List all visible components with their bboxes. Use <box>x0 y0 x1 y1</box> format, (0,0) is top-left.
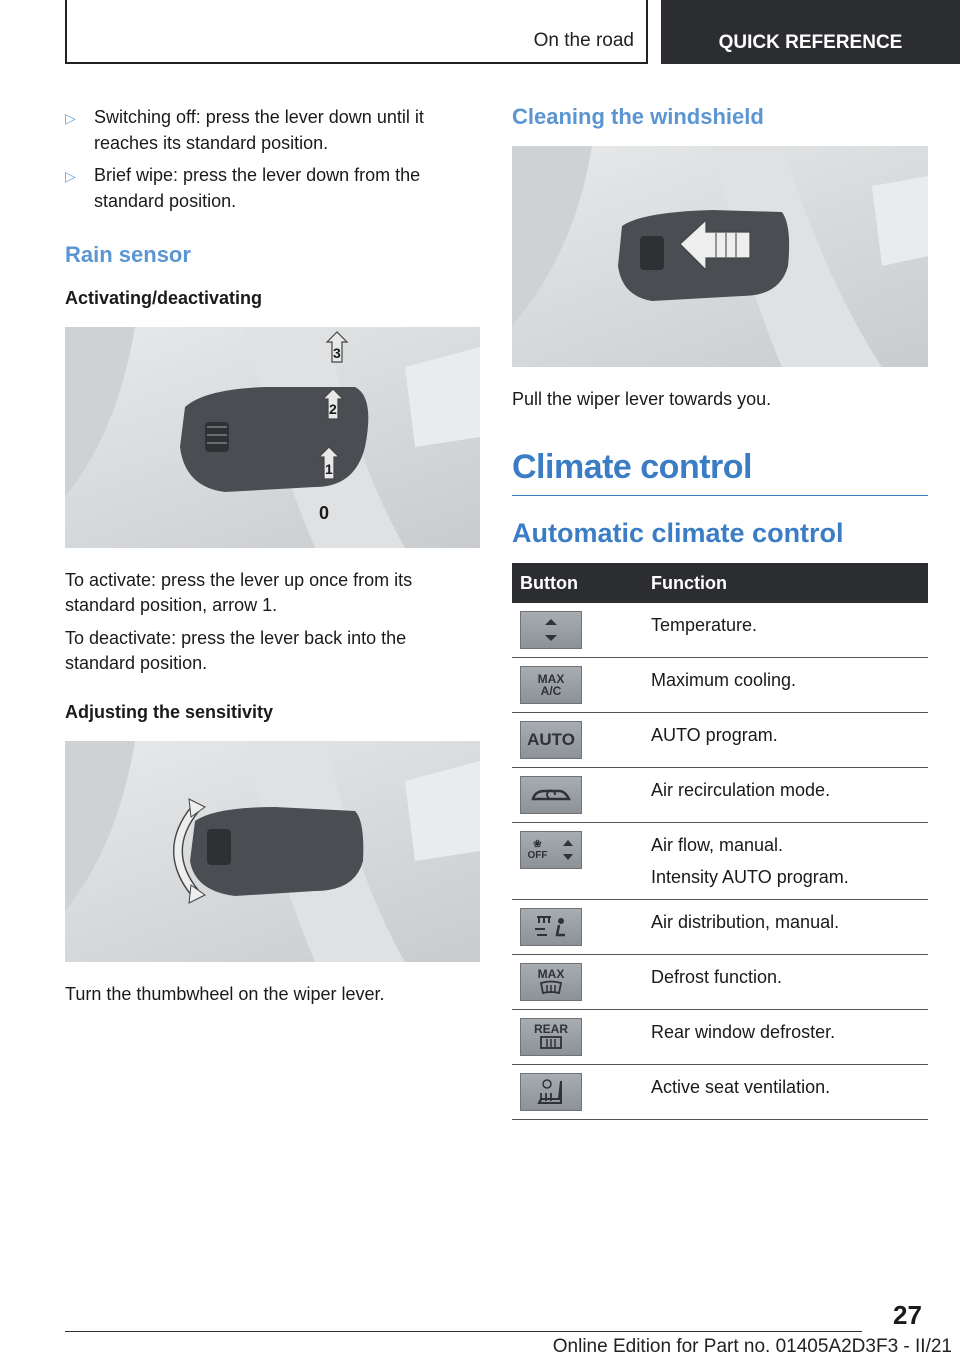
table-row <box>512 1065 928 1120</box>
header-tab-label: QUICK REFERENCE <box>718 32 903 53</box>
figure-label-2: 2 <box>329 401 337 417</box>
wiper-lever-figure-activate <box>65 327 480 548</box>
climate-control-heading: Climate control <box>512 448 928 496</box>
pull-lever-illustration <box>512 146 928 367</box>
rain-sensor-heading: Rain sensor <box>65 242 191 267</box>
cleaning-heading: Cleaning the windshield <box>512 104 764 129</box>
table-row <box>512 713 928 768</box>
icon-text: REAR <box>533 1022 568 1036</box>
header-section-title: On the road <box>533 30 634 51</box>
automatic-climate-heading: Automatic climate control <box>512 518 844 548</box>
icon-text: MAX <box>537 967 565 981</box>
temperature-arrows-icon <box>520 611 582 649</box>
thumbwheel-text: Turn the thumbwheel on the wiper lever. <box>65 984 385 1004</box>
activating-heading: Activating/deactivating <box>65 288 263 308</box>
figure-label-0: 0 <box>319 503 330 523</box>
icon-text: OFF <box>527 850 548 861</box>
deactivate-text: To deactivate: press the lever back into the standard position. <box>65 628 407 673</box>
bullet-item <box>65 162 480 214</box>
seat-ventilation-icon <box>520 1073 582 1111</box>
function-text: AUTO program. <box>651 725 778 745</box>
function-text: Temperature. <box>651 615 758 635</box>
table-header-button: Button <box>512 563 643 603</box>
pull-text: Pull the wiper lever towards you. <box>512 389 772 409</box>
auto-icon <box>520 721 582 759</box>
wiper-lever-figure-pull <box>512 146 928 367</box>
function-text: Defrost function. <box>651 967 783 987</box>
wiper-lever-illustration <box>65 327 480 548</box>
footer-divider <box>65 1331 862 1332</box>
triangle-bullet-icon: ▷ <box>65 168 76 184</box>
figure-label-3: 3 <box>333 345 341 361</box>
table-row <box>512 823 928 900</box>
figure-label-1: 1 <box>325 461 333 477</box>
max-defrost-icon <box>520 963 582 1001</box>
footer-edition: Online Edition for Part no. 01405A2D3F3 - II/21 <box>552 1336 952 1357</box>
icon-text: AUTO <box>527 730 575 749</box>
thumbwheel-illustration <box>65 741 480 962</box>
sensitivity-heading: Adjusting the sensitivity <box>65 702 274 722</box>
table-row <box>512 603 928 658</box>
header-frame <box>65 0 648 64</box>
bullet-text: Switching off: press the lever down until it reaches its standard position. <box>94 107 424 153</box>
bullet-item <box>65 104 480 156</box>
table-row <box>512 768 928 823</box>
max-ac-icon <box>520 666 582 704</box>
left-column <box>65 100 480 1015</box>
icon-text: A/C <box>540 684 562 698</box>
function-text: Rear window defroster. <box>651 1022 836 1042</box>
fan-off-icon: ❀ OFF <box>520 831 582 869</box>
table-header-function: Function <box>643 563 928 603</box>
activate-text: To activate: press the lever up once from its standard position, arrow 1. <box>65 570 413 615</box>
climate-buttons-table <box>512 563 928 1120</box>
air-distribution-icon <box>520 908 582 946</box>
page-number: 27 <box>893 1300 922 1330</box>
right-column <box>512 100 928 1120</box>
table-row <box>512 658 928 713</box>
bullet-text: Brief wipe: press the lever down from the standard position. <box>94 165 421 211</box>
function-text: Active seat ventilation. <box>651 1077 831 1097</box>
function-text: Maximum cooling. <box>651 670 797 690</box>
table-header-row <box>512 563 928 603</box>
rear-defrost-icon <box>520 1018 582 1056</box>
function-text: Air distribution, manual. <box>651 912 840 932</box>
wiper-lever-figure-thumbwheel <box>65 741 480 962</box>
recirculation-icon <box>520 776 582 814</box>
function-text: Air recirculation mode. <box>651 780 831 800</box>
table-row <box>512 900 928 955</box>
triangle-bullet-icon: ▷ <box>65 110 76 126</box>
icon-text: MAX <box>537 672 565 686</box>
function-text: Intensity AUTO program. <box>651 867 849 887</box>
table-row <box>512 1010 928 1065</box>
table-row <box>512 955 928 1010</box>
header-tab-quick-reference[interactable] <box>661 0 960 64</box>
function-text: Air flow, manual. <box>651 835 784 855</box>
